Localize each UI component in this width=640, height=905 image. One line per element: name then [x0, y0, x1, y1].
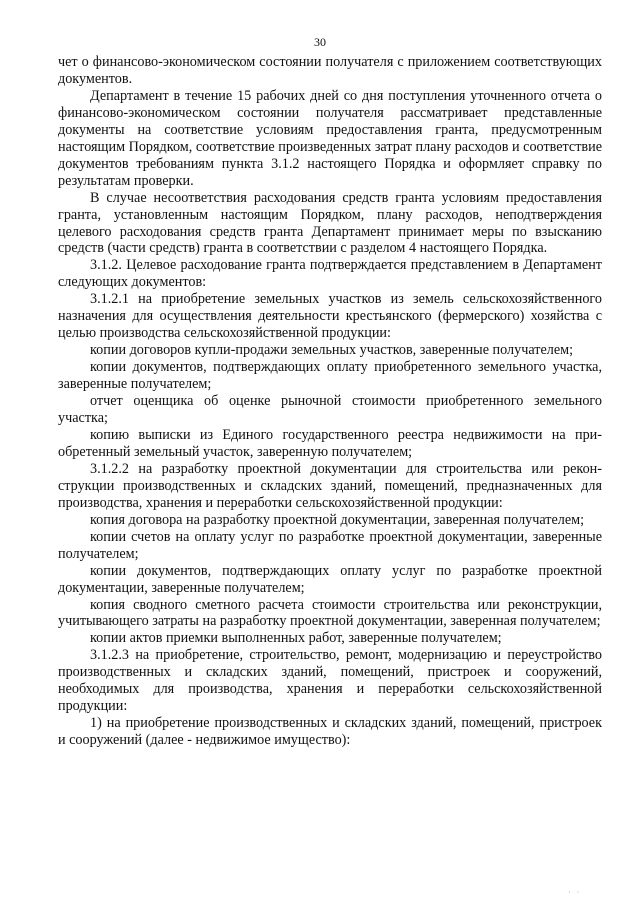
page-number: 30 — [314, 35, 326, 49]
paragraph: 3.1.2.3 на приобретение, строительство, ремонт, модернизацию и переустройство производственных и складских зданий, помещений, пристроек и сооружений, необходимых для производства, хранения и переработки сельскохозяйственной продукции: — [58, 647, 602, 715]
paragraph: копии документов, подтверждающих оплату услуг по разработке проектной документации, заверенные получателем; — [58, 562, 602, 596]
paragraph: копию выписки из Единого государственного реестра недвижимости на приобретенный земельный участок, заверенную получателем; — [58, 426, 602, 460]
paragraph: 1) на приобретение производственных и складских зданий, помещений, пристроек и сооружений (далее - недвижимое имущество): — [58, 715, 602, 749]
paragraph: копии договоров купли-продажи земельных участков, заверенные получателем; — [90, 342, 574, 359]
paragraph: 3.1.2.1 на приобретение земельных участков из земель сельскохозяйственного назначения для осуществления деятельности крестьянского (фермерского) хозяйства с целью производства сельскохозяйственной продукции: — [58, 291, 602, 342]
paragraph: 3.1.2. Целевое расходование гранта подтверждается представлением в Департамент следующих документов: — [58, 257, 602, 291]
scan-mark: · · — [568, 888, 582, 897]
paragraph: копия договора на разработку проектной документации, заверенная получателем; — [90, 511, 585, 528]
paragraph: копии счетов на оплату услуг по разработке проектной документации, заверенные получателем; — [58, 528, 602, 562]
paragraph: В случае несоответствия расходования средств гранта условиям предоставления гранта, установленным настоящим Порядком, плану расходов, неподтверждения целевого расходования средств гранта Департамент принимает меры по взысканию средств (части средств) гранта в соответствии с разделом 4 настоящего Порядка. — [58, 189, 602, 257]
paragraph: Департамент в течение 15 рабочих дней со дня поступления уточненного отчета о финансово-экономическом состоянии получателя рассматривает представленные документы на соответствие условиям предоставления гранта, предусмотренным настоящим Порядком, соответствие произведенных затрат плану расходов и соответствие документов требованиям пункта 3.1.2 настоящего Порядка и оформляет справку по результатам проверки. — [58, 87, 603, 189]
paragraph: 3.1.2.2 на разработку проектной документации для строительства или реконструкции производственных и складских зданий, помещений, предназначенных для производства, хранения и переработки сельскохозяйственной продукции: — [58, 460, 602, 511]
paragraph: чет о финансово-экономическом состоянии получателя с приложением соответствующих документов. — [58, 54, 602, 87]
document-body — [58, 54, 602, 749]
paragraph: копии документов, подтверждающих оплату приобретенного земельного участка, заверенные получателем; — [58, 359, 602, 393]
paragraph: копия сводного сметного расчета стоимости строительства или реконструкции, учитывающего затраты на разработку проектной документации, заверенная получателем; — [58, 596, 602, 630]
paragraph: отчет оценщика об оценке рыночной стоимости приобретенного земельного участка; — [58, 393, 602, 427]
paragraph: копии актов приемки выполненных работ, заверенные получателем; — [90, 630, 502, 647]
